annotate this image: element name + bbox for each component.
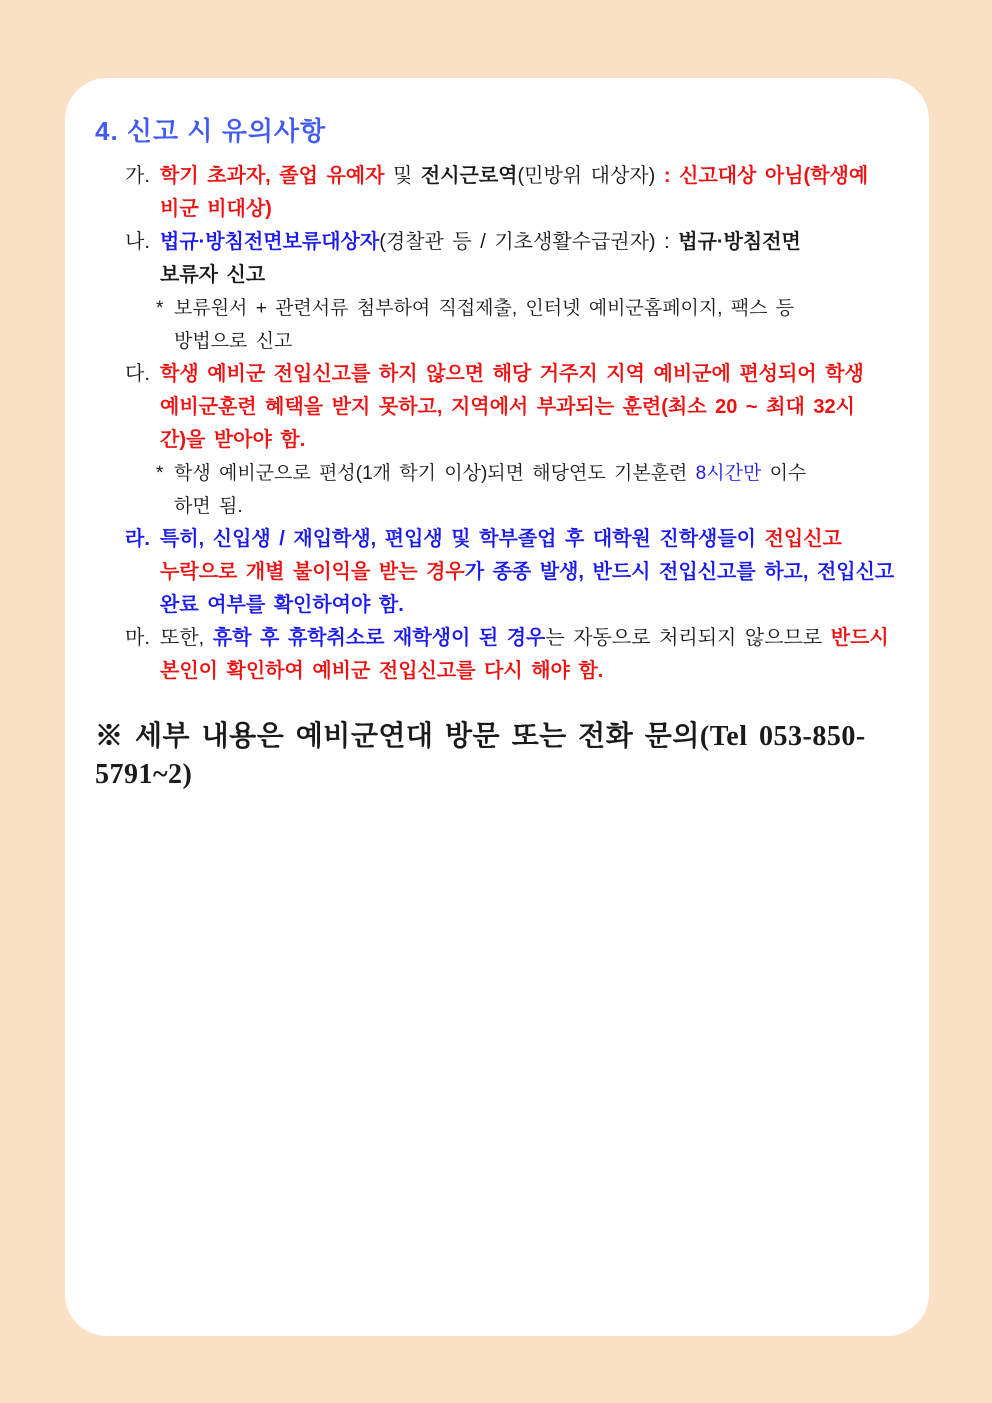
text-segment: 가 종종 발생, 반드시 전입신고를 하고, 전입신고 [464, 561, 895, 583]
item-marker: 마. [125, 627, 150, 649]
text-segment: 누락으로 개별 불이익을 받는 경우 [160, 561, 465, 583]
text-segment: 전시근로역 [420, 165, 518, 187]
item-text [160, 622, 899, 688]
text-segment: 방법으로 신고 [174, 331, 293, 352]
text-segment: 보류원서 + 관련서류 첨부하여 직접제출, 인터넷 예비군홈페이지, 팩스 등 [174, 298, 795, 319]
notice-item [95, 358, 899, 457]
notice-item [95, 622, 899, 688]
text-segment: 보류자 신고 [160, 264, 266, 286]
text-segment: 하면 됨. [174, 496, 243, 517]
text-segment: 법규·방침전면보류대상자 [160, 231, 380, 253]
item-text [174, 292, 899, 358]
text-segment: (민방위 대상자) [517, 165, 656, 187]
text-segment: 또한, [160, 627, 213, 649]
text-segment: 반드시 [830, 627, 889, 649]
text-segment: 이수 [761, 463, 807, 484]
text-segment: 전입신고 [764, 528, 842, 550]
text-segment: (경찰관 등 / 기초생활수급권자) : [379, 231, 679, 253]
notice-list [95, 160, 899, 688]
text-segment: 학기 초과자, 졸업 유예자 [160, 165, 385, 187]
text-segment: 특히, 신입생 / 재입학생, 편입생 및 학부졸업 후 대학원 진학생들이 [160, 528, 765, 550]
item-marker: * [156, 463, 164, 484]
item-marker: 가. [125, 165, 150, 187]
text-segment: 법규·방침전면 [678, 231, 801, 253]
text-segment: 8시간만 [695, 463, 762, 484]
item-text [160, 160, 899, 226]
item-text [160, 358, 899, 457]
item-text [160, 226, 899, 292]
text-segment: 휴학 후 휴학취소로 재학생이 된 경우 [212, 627, 546, 649]
content-card [65, 78, 929, 1336]
item-marker: 다. [125, 363, 150, 385]
text-segment: 학생 예비군 전입신고를 하지 않으면 해당 거주지 지역 예비군에 편성되어 학생 [160, 363, 864, 385]
notice-subitem [95, 457, 899, 523]
text-segment: 는 자동으로 처리되지 않으므로 [545, 627, 831, 649]
text-segment: 학생 예비군으로 편성(1개 학기 이상)되면 해당연도 기본훈련 [174, 463, 696, 484]
text-segment: 예비군훈련 혜택을 받지 못하고, 지역에서 부과되는 훈련(최소 20 ~ 최대 32시 [160, 396, 855, 418]
item-marker: 라. [125, 528, 150, 550]
notice-item [95, 226, 899, 292]
item-marker: 나. [125, 231, 150, 253]
page-title: 4. 신고 시 유의사항 [95, 116, 327, 146]
item-text [160, 523, 899, 622]
item-marker: * [156, 298, 164, 319]
text-segment: 신고대상 아님(학생예 [679, 165, 869, 187]
text-segment: 비군 비대상) [160, 198, 272, 220]
notice-subitem [95, 292, 899, 358]
text-segment: : [655, 165, 680, 187]
notice-item [95, 523, 899, 622]
text-segment: 본인이 확인하여 예비군 전입신고를 다시 해야 함. [160, 660, 604, 682]
text-segment: 간)을 받아야 함. [160, 429, 306, 451]
text-segment: 완료 여부를 확인하여야 함. [160, 594, 404, 616]
footer-note: ※ 세부 내용은 예비군연대 방문 또는 전화 문의(Tel 053-850-5791~2) [95, 721, 866, 790]
item-text [174, 457, 899, 523]
notice-item [95, 160, 899, 226]
text-segment: 및 [384, 165, 421, 187]
